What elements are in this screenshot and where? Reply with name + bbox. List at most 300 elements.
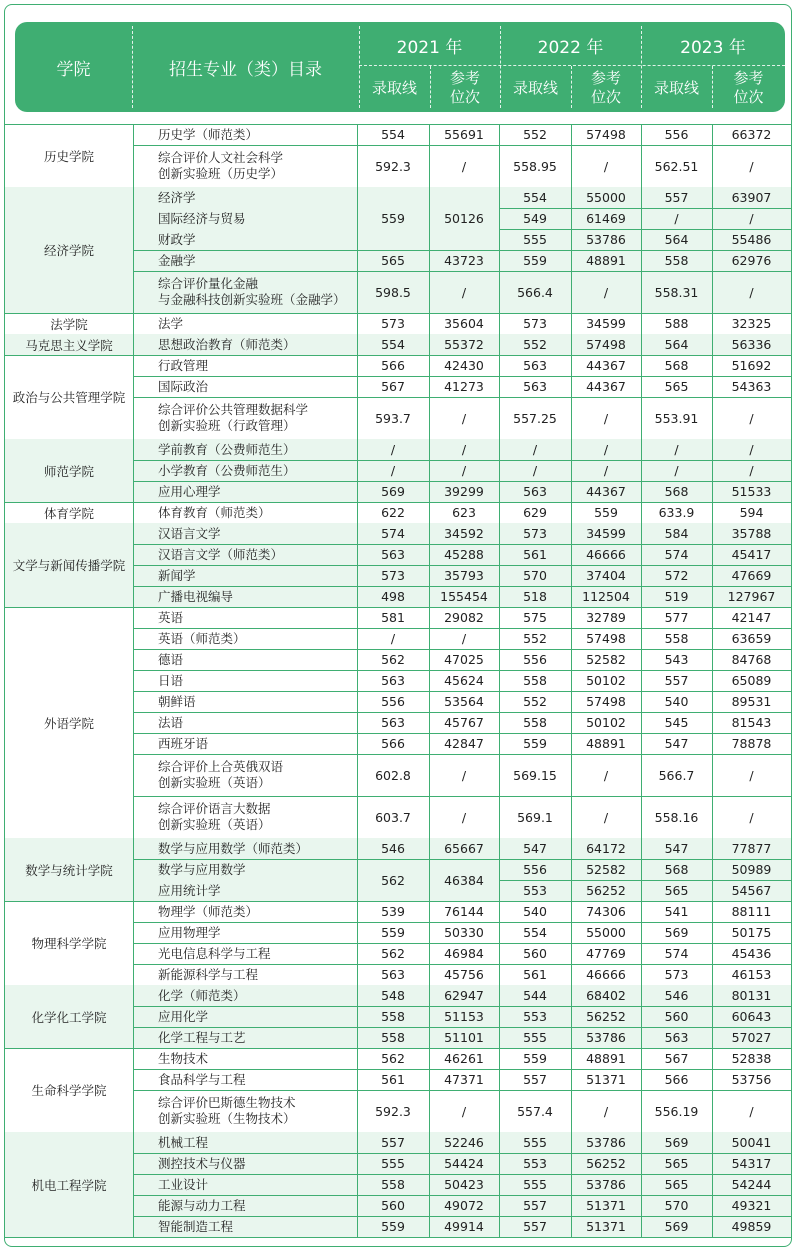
- value-cell-merged: 50126: [444, 211, 484, 226]
- value-cell: 39299: [444, 484, 484, 499]
- value-cell: 46261: [444, 1051, 484, 1066]
- value-cell: 52582: [586, 862, 626, 877]
- row-divider: [133, 712, 791, 713]
- value-cell: 602.8: [375, 767, 411, 783]
- value-cell: 63659: [731, 631, 772, 646]
- value-cell: 56252: [586, 883, 626, 898]
- value-cell: 50102: [586, 673, 626, 688]
- header-divider: [571, 66, 572, 108]
- value-cell: 566: [381, 736, 405, 751]
- value-cell: 552: [523, 631, 547, 646]
- value-cell: 544: [523, 988, 547, 1003]
- row-divider: [133, 586, 791, 587]
- row-divider: [133, 1216, 791, 1217]
- value-cell: 64172: [586, 841, 626, 856]
- college-name: 经济学院: [43, 243, 94, 258]
- major-name: 光电信息科学与工程: [158, 945, 271, 961]
- major-name: 机械工程: [158, 1134, 209, 1150]
- value-cell-merged: 559: [381, 211, 405, 226]
- value-cell: 553: [523, 1009, 547, 1024]
- value-cell: 55000: [586, 190, 626, 205]
- major-name: 数学与应用数学（师范类）: [158, 840, 309, 856]
- value-cell: 76144: [444, 904, 484, 919]
- value-cell: 50041: [731, 1135, 772, 1150]
- major-name: 能源与动力工程: [158, 1197, 246, 1213]
- value-cell: 560: [664, 1009, 689, 1024]
- value-cell: 555: [523, 1135, 547, 1150]
- value-cell: 88111: [731, 904, 772, 919]
- value-cell: 46153: [731, 967, 772, 982]
- value-cell: 563: [664, 1030, 689, 1045]
- value-cell: /: [390, 631, 396, 646]
- value-cell: 74306: [586, 904, 626, 919]
- value-cell: 49914: [444, 1219, 484, 1234]
- row-divider: [133, 376, 791, 377]
- value-cell: /: [749, 1103, 754, 1119]
- value-cell: 570: [523, 568, 547, 583]
- value-cell: /: [603, 284, 609, 300]
- value-cell: 562.51: [654, 158, 699, 174]
- value-cell: 46666: [586, 547, 626, 562]
- value-cell: 49321: [731, 1198, 772, 1213]
- admission-table: [5, 124, 791, 1247]
- value-cell: 62947: [444, 988, 484, 1003]
- major-name: 与金融科技创新实验班（金融学）: [158, 292, 346, 307]
- value-cell: 61469: [586, 211, 626, 226]
- value-cell: /: [461, 809, 467, 825]
- value-cell: 155454: [440, 589, 488, 604]
- major-name: 经济学: [158, 189, 196, 205]
- value-cell: 574: [664, 946, 689, 961]
- value-cell: /: [461, 442, 467, 457]
- value-cell: 558.16: [654, 809, 699, 825]
- value-cell: 558.31: [654, 284, 699, 300]
- column-divider: [429, 124, 430, 1237]
- value-cell: 557: [523, 1198, 547, 1213]
- value-cell: 89531: [731, 694, 772, 709]
- college-name: 历史学院: [43, 148, 94, 164]
- value-cell: 46666: [586, 967, 626, 982]
- value-cell: 557: [523, 1219, 547, 1234]
- header-divider: [430, 66, 431, 108]
- value-cell: 55486: [731, 232, 772, 247]
- value-cell: 41273: [444, 379, 484, 394]
- college-name: 化学化工学院: [31, 1009, 107, 1025]
- value-cell: 557: [664, 673, 689, 688]
- value-cell: 569: [664, 1219, 689, 1234]
- value-cell: /: [461, 158, 467, 174]
- header-rank-2021-l1: 参考: [449, 69, 480, 87]
- value-cell: 558: [381, 1177, 405, 1192]
- row-divider: [133, 544, 791, 545]
- value-cell: 575: [523, 610, 547, 625]
- header-rank-2021-l2: 位次: [449, 88, 480, 106]
- value-cell: 50423: [444, 1177, 484, 1192]
- value-cell: 622: [381, 505, 405, 520]
- row-divider: [133, 691, 791, 692]
- row-divider: [499, 208, 791, 209]
- row-divider: [133, 1090, 791, 1091]
- value-cell: /: [749, 158, 754, 174]
- value-cell: 566.4: [517, 284, 553, 300]
- value-cell: 54244: [731, 1177, 772, 1192]
- value-cell: 603.7: [375, 809, 411, 825]
- value-cell: 568: [664, 484, 689, 499]
- value-cell: 592.3: [375, 1103, 411, 1119]
- row-divider: [133, 1174, 791, 1175]
- value-cell: /: [749, 410, 754, 426]
- value-cell: 562: [381, 946, 405, 961]
- value-cell: /: [603, 442, 609, 457]
- value-cell: 566: [381, 358, 405, 373]
- value-cell: 51153: [444, 1009, 484, 1024]
- value-cell: /: [461, 1103, 467, 1119]
- value-cell: 569: [664, 1135, 689, 1150]
- value-cell: 557.4: [517, 1103, 553, 1119]
- value-cell: 554: [381, 337, 405, 352]
- major-name: 物理学（师范类）: [158, 903, 259, 919]
- major-name: 体育教育（师范类）: [158, 504, 271, 520]
- major-name: 英语（师范类）: [158, 630, 246, 646]
- value-cell: 57498: [586, 337, 626, 352]
- major-name: 日语: [158, 672, 184, 688]
- major-name: 数学与应用数学: [158, 861, 246, 877]
- row-divider: [133, 565, 791, 566]
- value-cell: 37404: [586, 568, 626, 583]
- column-divider: [571, 124, 572, 1237]
- value-cell: 57498: [586, 631, 626, 646]
- row-divider: [133, 796, 791, 797]
- college-name: 文学与新闻传播学院: [12, 558, 126, 573]
- header-year-2023: 2023 年: [680, 37, 746, 58]
- value-cell: 561: [523, 547, 547, 562]
- value-cell: 573: [664, 967, 689, 982]
- major-name: 应用化学: [158, 1008, 209, 1024]
- value-cell: 558: [664, 253, 689, 268]
- value-cell: 552: [523, 337, 547, 352]
- value-cell: 569: [381, 484, 405, 499]
- college-name: 法学院: [50, 316, 88, 332]
- row-divider: [133, 481, 791, 482]
- value-cell: 553: [523, 883, 547, 898]
- value-cell: /: [461, 410, 467, 426]
- value-cell: 518: [523, 589, 547, 604]
- major-name: 工业设计: [158, 1176, 209, 1192]
- value-cell: 498: [381, 589, 405, 604]
- college-name: 政治与公共管理学院: [12, 390, 126, 405]
- header-divider: [500, 26, 501, 108]
- value-cell: 560: [381, 1198, 405, 1213]
- value-cell: 566.7: [658, 767, 695, 783]
- header-divider: [359, 26, 360, 108]
- value-cell: 35793: [444, 568, 484, 583]
- major-name: 财政学: [158, 231, 196, 247]
- value-cell: 565: [664, 1177, 689, 1192]
- value-cell: /: [603, 410, 609, 426]
- major-name: 创新实验班（生物技术）: [158, 1111, 296, 1126]
- value-cell: /: [603, 809, 609, 825]
- row-divider: [133, 943, 791, 944]
- major-name: 测控技术与仪器: [158, 1155, 246, 1171]
- value-cell: 573: [523, 316, 547, 331]
- major-name: 国际经济与贸易: [158, 210, 246, 226]
- value-cell: 50102: [586, 715, 626, 730]
- value-cell: 54424: [444, 1156, 484, 1171]
- value-cell: 581: [381, 610, 405, 625]
- value-cell: /: [749, 767, 754, 783]
- header-rank-2021: [430, 66, 500, 110]
- row-divider: [133, 1027, 791, 1028]
- value-cell: 629: [523, 505, 547, 520]
- value-cell: 540: [523, 904, 547, 919]
- value-cell: 559: [523, 1051, 547, 1066]
- header-line-2021: 录取线: [371, 78, 417, 97]
- value-cell: 562: [381, 652, 405, 667]
- value-cell: 112504: [582, 589, 630, 604]
- value-cell: 563: [381, 673, 405, 688]
- header-divider: [641, 26, 642, 108]
- value-cell: 555: [523, 1030, 547, 1045]
- value-cell: 594: [739, 505, 764, 520]
- major-name: 生物技术: [158, 1050, 209, 1066]
- major-name: 综合评价上合英俄双语: [158, 759, 284, 774]
- value-cell: 65667: [444, 841, 484, 856]
- value-cell: 559: [594, 505, 618, 520]
- value-cell: 577: [664, 610, 689, 625]
- major-name: 西班牙语: [158, 735, 209, 751]
- value-cell: 561: [381, 1072, 405, 1087]
- major-name: 金融学: [158, 252, 196, 268]
- value-cell: 588: [664, 316, 689, 331]
- row-divider: [133, 964, 791, 965]
- value-cell: 572: [664, 568, 689, 583]
- value-cell: 565: [664, 379, 689, 394]
- value-cell: /: [532, 463, 538, 478]
- value-cell: 549: [523, 211, 547, 226]
- value-cell: 55691: [444, 127, 484, 142]
- row-divider: [133, 649, 791, 650]
- major-name: 新闻学: [158, 567, 196, 583]
- table-top-line: [5, 124, 791, 125]
- row-divider: [133, 670, 791, 671]
- value-cell: 56252: [586, 1009, 626, 1024]
- value-cell: 554: [523, 925, 547, 940]
- value-cell: /: [532, 442, 538, 457]
- header-divider: [132, 26, 133, 108]
- value-cell: 35604: [444, 316, 484, 331]
- value-cell: /: [390, 442, 396, 457]
- value-cell: 566: [664, 1072, 689, 1087]
- major-name: 汉语言文学: [158, 525, 221, 541]
- college-name: 生命科学学院: [31, 1083, 107, 1098]
- college-name: 机电工程学院: [31, 1177, 107, 1193]
- value-cell: 45288: [444, 547, 484, 562]
- header-rank-2023: [712, 66, 785, 110]
- value-cell: 50175: [731, 925, 772, 940]
- value-cell: 49859: [731, 1219, 772, 1234]
- major-name: 创新实验班（行政管理）: [158, 418, 296, 433]
- value-cell: 42147: [731, 610, 772, 625]
- value-cell: 53786: [586, 232, 626, 247]
- value-cell: 558: [523, 715, 547, 730]
- value-cell: 592.3: [375, 158, 411, 174]
- value-cell: 559: [523, 736, 547, 751]
- header-rank-2022: [571, 66, 641, 110]
- value-cell: 558.95: [513, 158, 557, 174]
- header-rank-2022-l2: 位次: [590, 88, 621, 106]
- value-cell: 557: [523, 1072, 547, 1087]
- value-cell: 53786: [586, 1030, 626, 1045]
- major-name: 化学（师范类）: [158, 987, 246, 1003]
- value-cell: 563: [523, 379, 547, 394]
- value-cell: 554: [523, 190, 547, 205]
- value-cell: 539: [381, 904, 405, 919]
- value-cell: 48891: [586, 1051, 626, 1066]
- value-cell: 47371: [444, 1072, 484, 1087]
- major-name: 行政管理: [158, 357, 209, 373]
- value-cell: 563: [523, 484, 547, 499]
- value-cell: 567: [664, 1051, 689, 1066]
- row-divider: [133, 1006, 791, 1007]
- value-cell: 556.19: [654, 1103, 699, 1119]
- row-divider: [133, 754, 791, 755]
- value-cell: 562: [381, 1051, 405, 1066]
- value-cell: 557: [381, 1135, 405, 1150]
- value-cell: 563: [381, 547, 405, 562]
- value-cell: 77877: [731, 841, 772, 856]
- major-name: 广播电视编导: [158, 588, 234, 604]
- value-cell: /: [674, 463, 679, 478]
- value-cell: 558: [381, 1009, 405, 1024]
- value-cell: 565: [664, 883, 689, 898]
- value-cell: 554: [381, 127, 405, 142]
- value-cell: 51533: [731, 484, 772, 499]
- major-name: 朝鲜语: [158, 693, 196, 709]
- value-cell: 563: [381, 715, 405, 730]
- college-name: 数学与统计学院: [25, 862, 113, 878]
- value-cell: 556: [523, 862, 547, 877]
- value-cell: 47669: [731, 568, 772, 583]
- value-cell: 84768: [731, 652, 772, 667]
- value-cell: 78878: [731, 736, 772, 751]
- major-name: 创新实验班（英语）: [158, 775, 271, 790]
- major-name: 学前教育（公费师范生）: [158, 441, 296, 457]
- value-cell: /: [674, 211, 679, 226]
- major-name: 综合评价语言大数据: [158, 801, 271, 816]
- value-cell: /: [390, 463, 396, 478]
- value-cell: 570: [664, 1198, 689, 1213]
- value-cell: /: [749, 809, 754, 825]
- value-cell: 558: [523, 673, 547, 688]
- value-cell: /: [603, 463, 609, 478]
- value-cell: 80131: [731, 988, 772, 1003]
- value-cell: /: [749, 211, 754, 226]
- value-cell: 56336: [731, 337, 772, 352]
- major-name: 综合评价量化金融: [158, 276, 259, 291]
- header-year-2021: 2021 年: [396, 37, 463, 58]
- value-cell: 45756: [444, 967, 484, 982]
- header-line-2023: 录取线: [653, 78, 699, 97]
- row-divider: [133, 1195, 791, 1196]
- row-divider: [133, 628, 791, 629]
- header-major: 招生专业（类）目录: [169, 59, 322, 80]
- value-cell: 555: [523, 232, 547, 247]
- value-cell: /: [461, 284, 467, 300]
- major-name: 综合评价公共管理数据科学: [158, 402, 309, 417]
- value-cell: 558: [664, 631, 689, 646]
- value-cell: 546: [381, 841, 405, 856]
- college-name: 物理科学学院: [31, 936, 107, 951]
- header-college: 学院: [56, 59, 91, 80]
- value-cell: 556: [523, 652, 547, 667]
- value-cell: 633.9: [658, 505, 695, 520]
- value-cell: 35788: [731, 526, 772, 541]
- value-cell: 51371: [586, 1219, 626, 1234]
- value-cell: /: [461, 463, 467, 478]
- major-name: 智能制造工程: [158, 1218, 234, 1234]
- value-cell: 558: [381, 1030, 405, 1045]
- value-cell: 623: [452, 505, 476, 520]
- value-cell: 541: [664, 904, 689, 919]
- value-cell: 55000: [586, 925, 626, 940]
- value-cell: 57498: [586, 127, 626, 142]
- major-name: 应用统计学: [158, 882, 221, 898]
- value-cell: 44367: [586, 484, 626, 499]
- row-divider: [133, 397, 791, 398]
- value-cell: 50330: [444, 925, 484, 940]
- value-cell: 34599: [586, 316, 626, 331]
- value-cell: 553: [523, 1156, 547, 1171]
- value-cell: 43723: [444, 253, 484, 268]
- value-cell: 569.1: [517, 809, 553, 825]
- college-name: 马克思主义学院: [25, 337, 113, 353]
- row-divider: [499, 880, 791, 881]
- value-cell: 563: [523, 358, 547, 373]
- value-cell: 569: [664, 925, 689, 940]
- value-cell: 48891: [586, 736, 626, 751]
- college-divider: [5, 1237, 791, 1238]
- college-name: 外语学院: [43, 715, 94, 731]
- major-name: 法语: [158, 714, 184, 730]
- major-name: 英语: [158, 609, 184, 625]
- major-name: 思想政治教育（师范类）: [158, 336, 296, 352]
- value-cell: 568: [664, 358, 689, 373]
- value-cell: 50989: [731, 862, 772, 877]
- value-cell: 51692: [731, 358, 772, 373]
- value-cell: 53564: [444, 694, 484, 709]
- value-cell: 559: [381, 1219, 405, 1234]
- major-name: 小学教育（公费师范生）: [158, 462, 296, 478]
- header-rank-2023-l1: 参考: [733, 69, 764, 87]
- header-line-2022: 录取线: [512, 78, 558, 97]
- column-divider: [357, 124, 358, 1237]
- college-name: 体育学院: [43, 505, 94, 521]
- value-cell: 519: [664, 589, 689, 604]
- value-cell: 573: [381, 568, 405, 583]
- value-cell: 555: [523, 1177, 547, 1192]
- value-cell: 574: [664, 547, 689, 562]
- value-cell: 51371: [586, 1198, 626, 1213]
- value-cell: 29082: [444, 610, 484, 625]
- value-cell: 45624: [444, 673, 484, 688]
- value-cell: 60643: [731, 1009, 772, 1024]
- value-cell: 598.5: [375, 284, 411, 300]
- college-name: 师范学院: [43, 463, 94, 479]
- value-cell: 32789: [586, 610, 626, 625]
- value-cell: 543: [664, 652, 689, 667]
- major-name: 食品科学与工程: [158, 1071, 246, 1087]
- value-cell: 51101: [444, 1030, 484, 1045]
